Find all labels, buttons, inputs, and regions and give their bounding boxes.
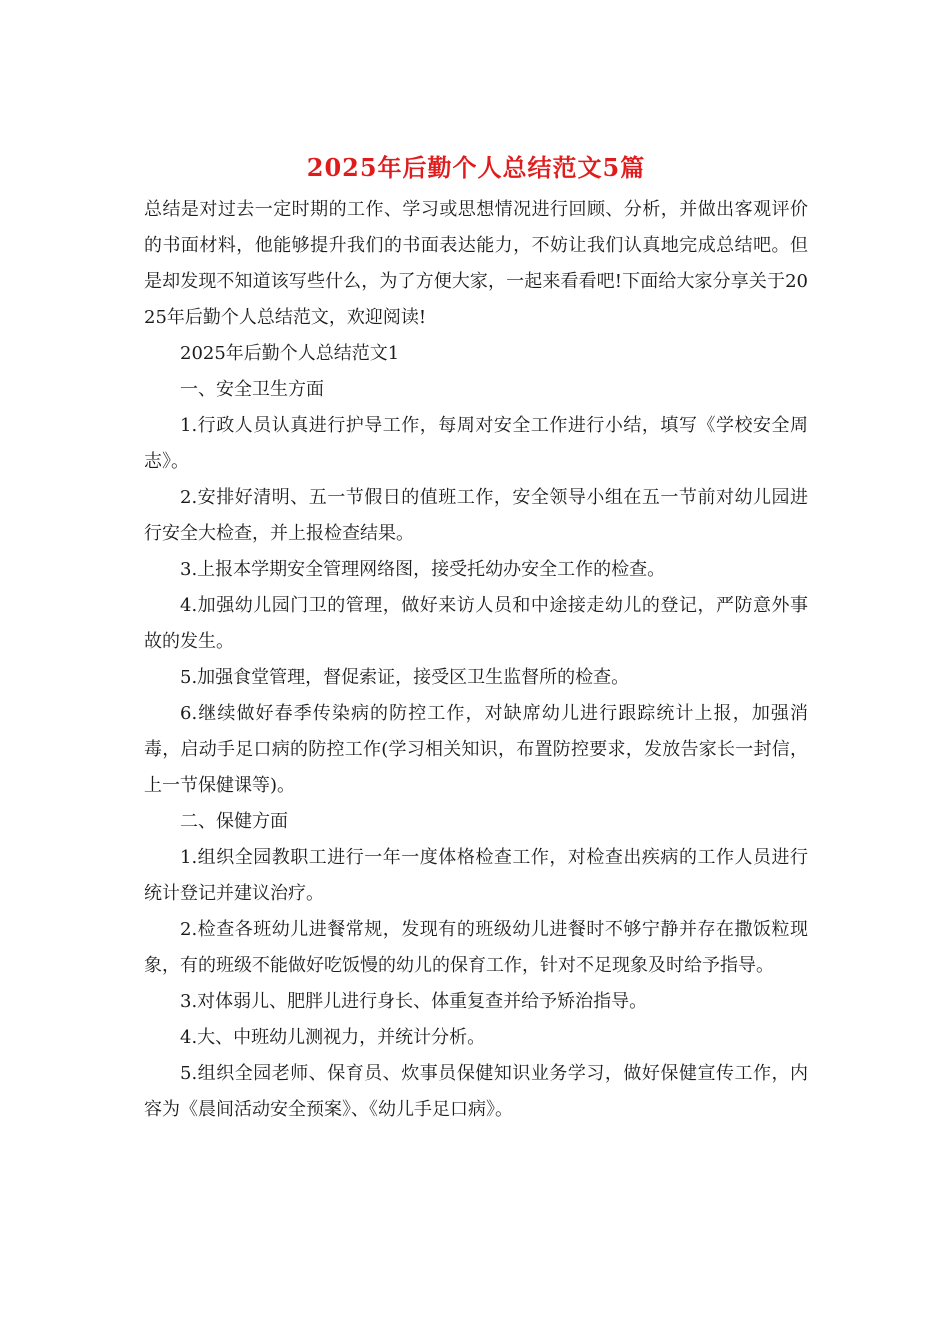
document-title: 2025年后勤个人总结范文5篇	[306, 153, 646, 182]
safety-item-1: 1.行政人员认真进行护导工作，每周对安全工作进行小结，填写《学校安全周志》。	[144, 415, 808, 472]
safety-item-4: 4.加强幼儿园门卫的管理，做好来访人员和中途接走幼儿的登记，严防意外事故的发生。	[144, 595, 808, 652]
safety-item-6: 6.继续做好春季传染病的防控工作，对缺席幼儿进行跟踪统计上报，加强消毒，启动手足口病的防控工作(学习相关知识，布置防控要求，发放告家长一封信，上一节保健课等)。	[144, 703, 808, 796]
health-item-3: 3.对体弱儿、肥胖儿进行身长、体重复查并给予矫治指导。	[180, 991, 648, 1012]
safety-item-3: 3.上报本学期安全管理网络图，接受托幼办安全工作的检查。	[180, 559, 666, 580]
heading-health: 二、保健方面	[180, 811, 288, 832]
safety-item-5: 5.加强食堂管理，督促索证，接受区卫生监督所的检查。	[180, 667, 630, 688]
health-item-2: 2.检查各班幼儿进餐常规，发现有的班级幼儿进餐时不够宁静并存在撒饭粒现象，有的班级不能做好吃饭慢的幼儿的保育工作，针对不足现象及时给予指导。	[144, 919, 808, 976]
section-title: 2025年后勤个人总结范文1	[180, 343, 400, 364]
health-item-4: 4.大、中班幼儿测视力，并统计分析。	[180, 1027, 486, 1048]
intro-paragraph: 总结是对过去一定时期的工作、学习或思想情况进行回顾、分析，并做出客观评价的书面材料，他能够提升我们的书面表达能力，不妨让我们认真地完成总结吧。但是却发现不知道该写些什么，为了方便大家，一起来看看吧!下面给大家分享关于2025年后勤个人总结范文，欢迎阅读!	[144, 199, 808, 328]
health-item-1: 1.组织全园教职工进行一年一度体格检查工作，对检查出疾病的工作人员进行统计登记并建议治疗。	[144, 847, 808, 904]
document-page	[144, 150, 808, 1128]
heading-safety: 一、安全卫生方面	[180, 379, 324, 400]
health-item-5: 5.组织全园老师、保育员、炊事员保健知识业务学习，做好保健宣传工作，内容为《晨间活动安全预案》、《幼儿手足口病》。	[144, 1063, 808, 1120]
safety-item-2: 2.安排好清明、五一节假日的值班工作，安全领导小组在五一节前对幼儿园进行安全大检查，并上报检查结果。	[144, 487, 808, 544]
